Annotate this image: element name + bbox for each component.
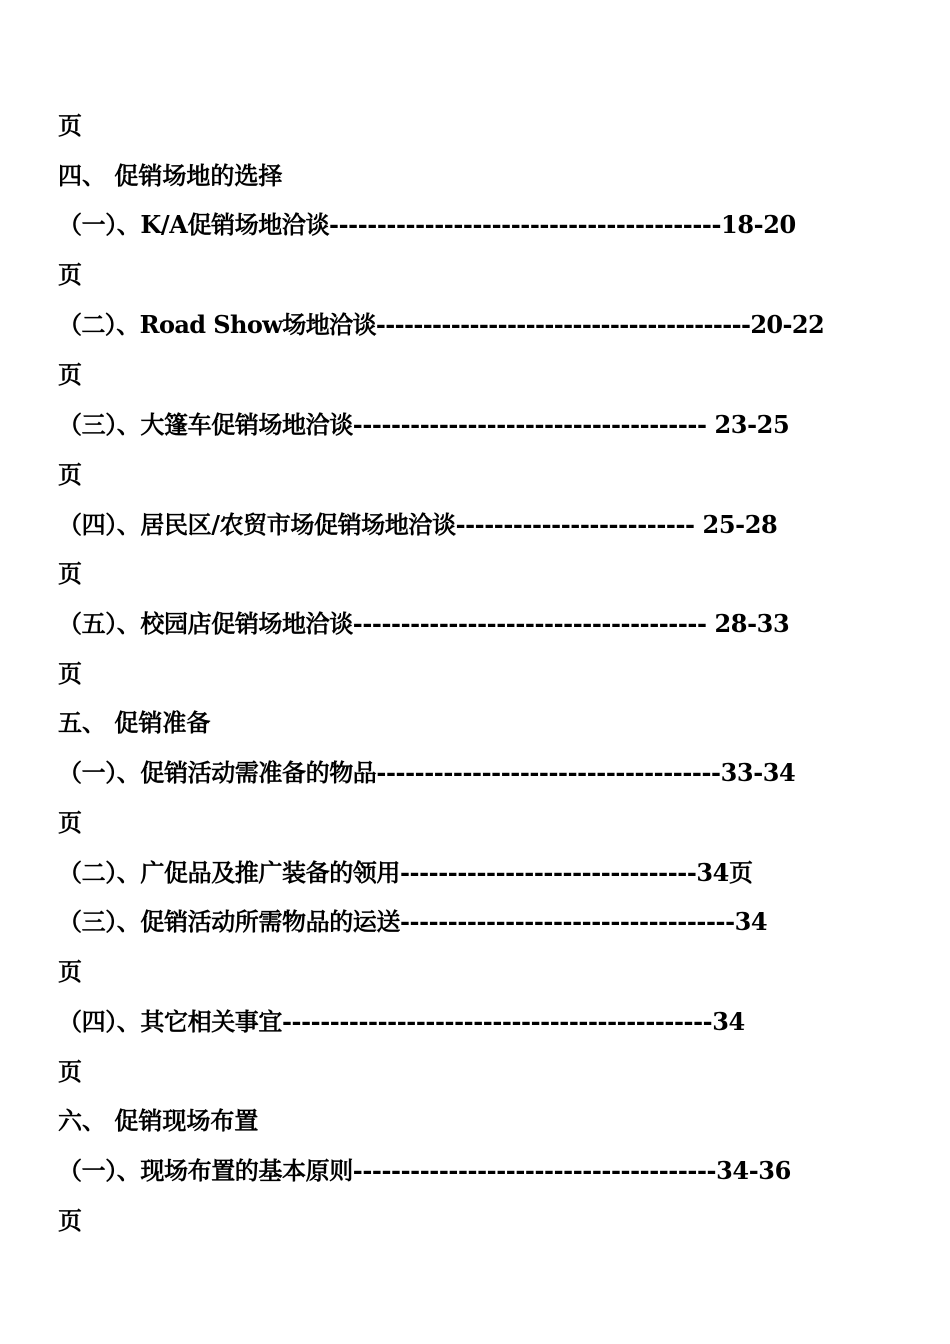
section-heading: 四、 促销场地的选择 xyxy=(58,161,283,190)
toc-line: （一）、K/A促销场地洽谈-----------------------------------------18-20 xyxy=(58,210,796,239)
section-heading: 六、 促销现场布置 xyxy=(58,1106,259,1135)
toc-line: 页 xyxy=(58,1057,82,1086)
toc-line: 页 xyxy=(58,460,82,489)
toc-line: 页 xyxy=(58,659,82,688)
section-heading: 五、 促销准备 xyxy=(58,708,211,737)
toc-line: （一）、现场布置的基本原则--------------------------------------34-36 xyxy=(58,1156,791,1185)
toc-line: （四）、居民区/农贸市场促销场地洽谈------------------------- 25-28 xyxy=(58,510,778,539)
toc-line: 页 xyxy=(58,360,82,389)
toc-line: 页 xyxy=(58,1206,82,1235)
toc-line: 页 xyxy=(58,260,82,289)
toc-line: 页 xyxy=(58,559,82,588)
toc-line: （一）、促销活动需准备的物品------------------------------------33-34 xyxy=(58,758,796,787)
toc-line: （二）、Road Show场地洽谈----------------------------------------20-22 xyxy=(58,310,825,339)
toc-line: 页 xyxy=(58,808,82,837)
toc-line: （二）、广促品及推广装备的领用-------------------------------34页 xyxy=(58,858,753,887)
toc-line: （三）、促销活动所需物品的运送-----------------------------------34 xyxy=(58,907,768,936)
toc-line: 页 xyxy=(58,111,82,140)
toc-line: （五）、校园店促销场地洽谈------------------------------------- 28-33 xyxy=(58,609,790,638)
toc-line: 页 xyxy=(58,957,82,986)
toc-line: （三）、大篷车促销场地洽谈------------------------------------- 23-25 xyxy=(58,410,790,439)
toc-line: （四）、其它相关事宜---------------------------------------------34 xyxy=(58,1007,745,1036)
